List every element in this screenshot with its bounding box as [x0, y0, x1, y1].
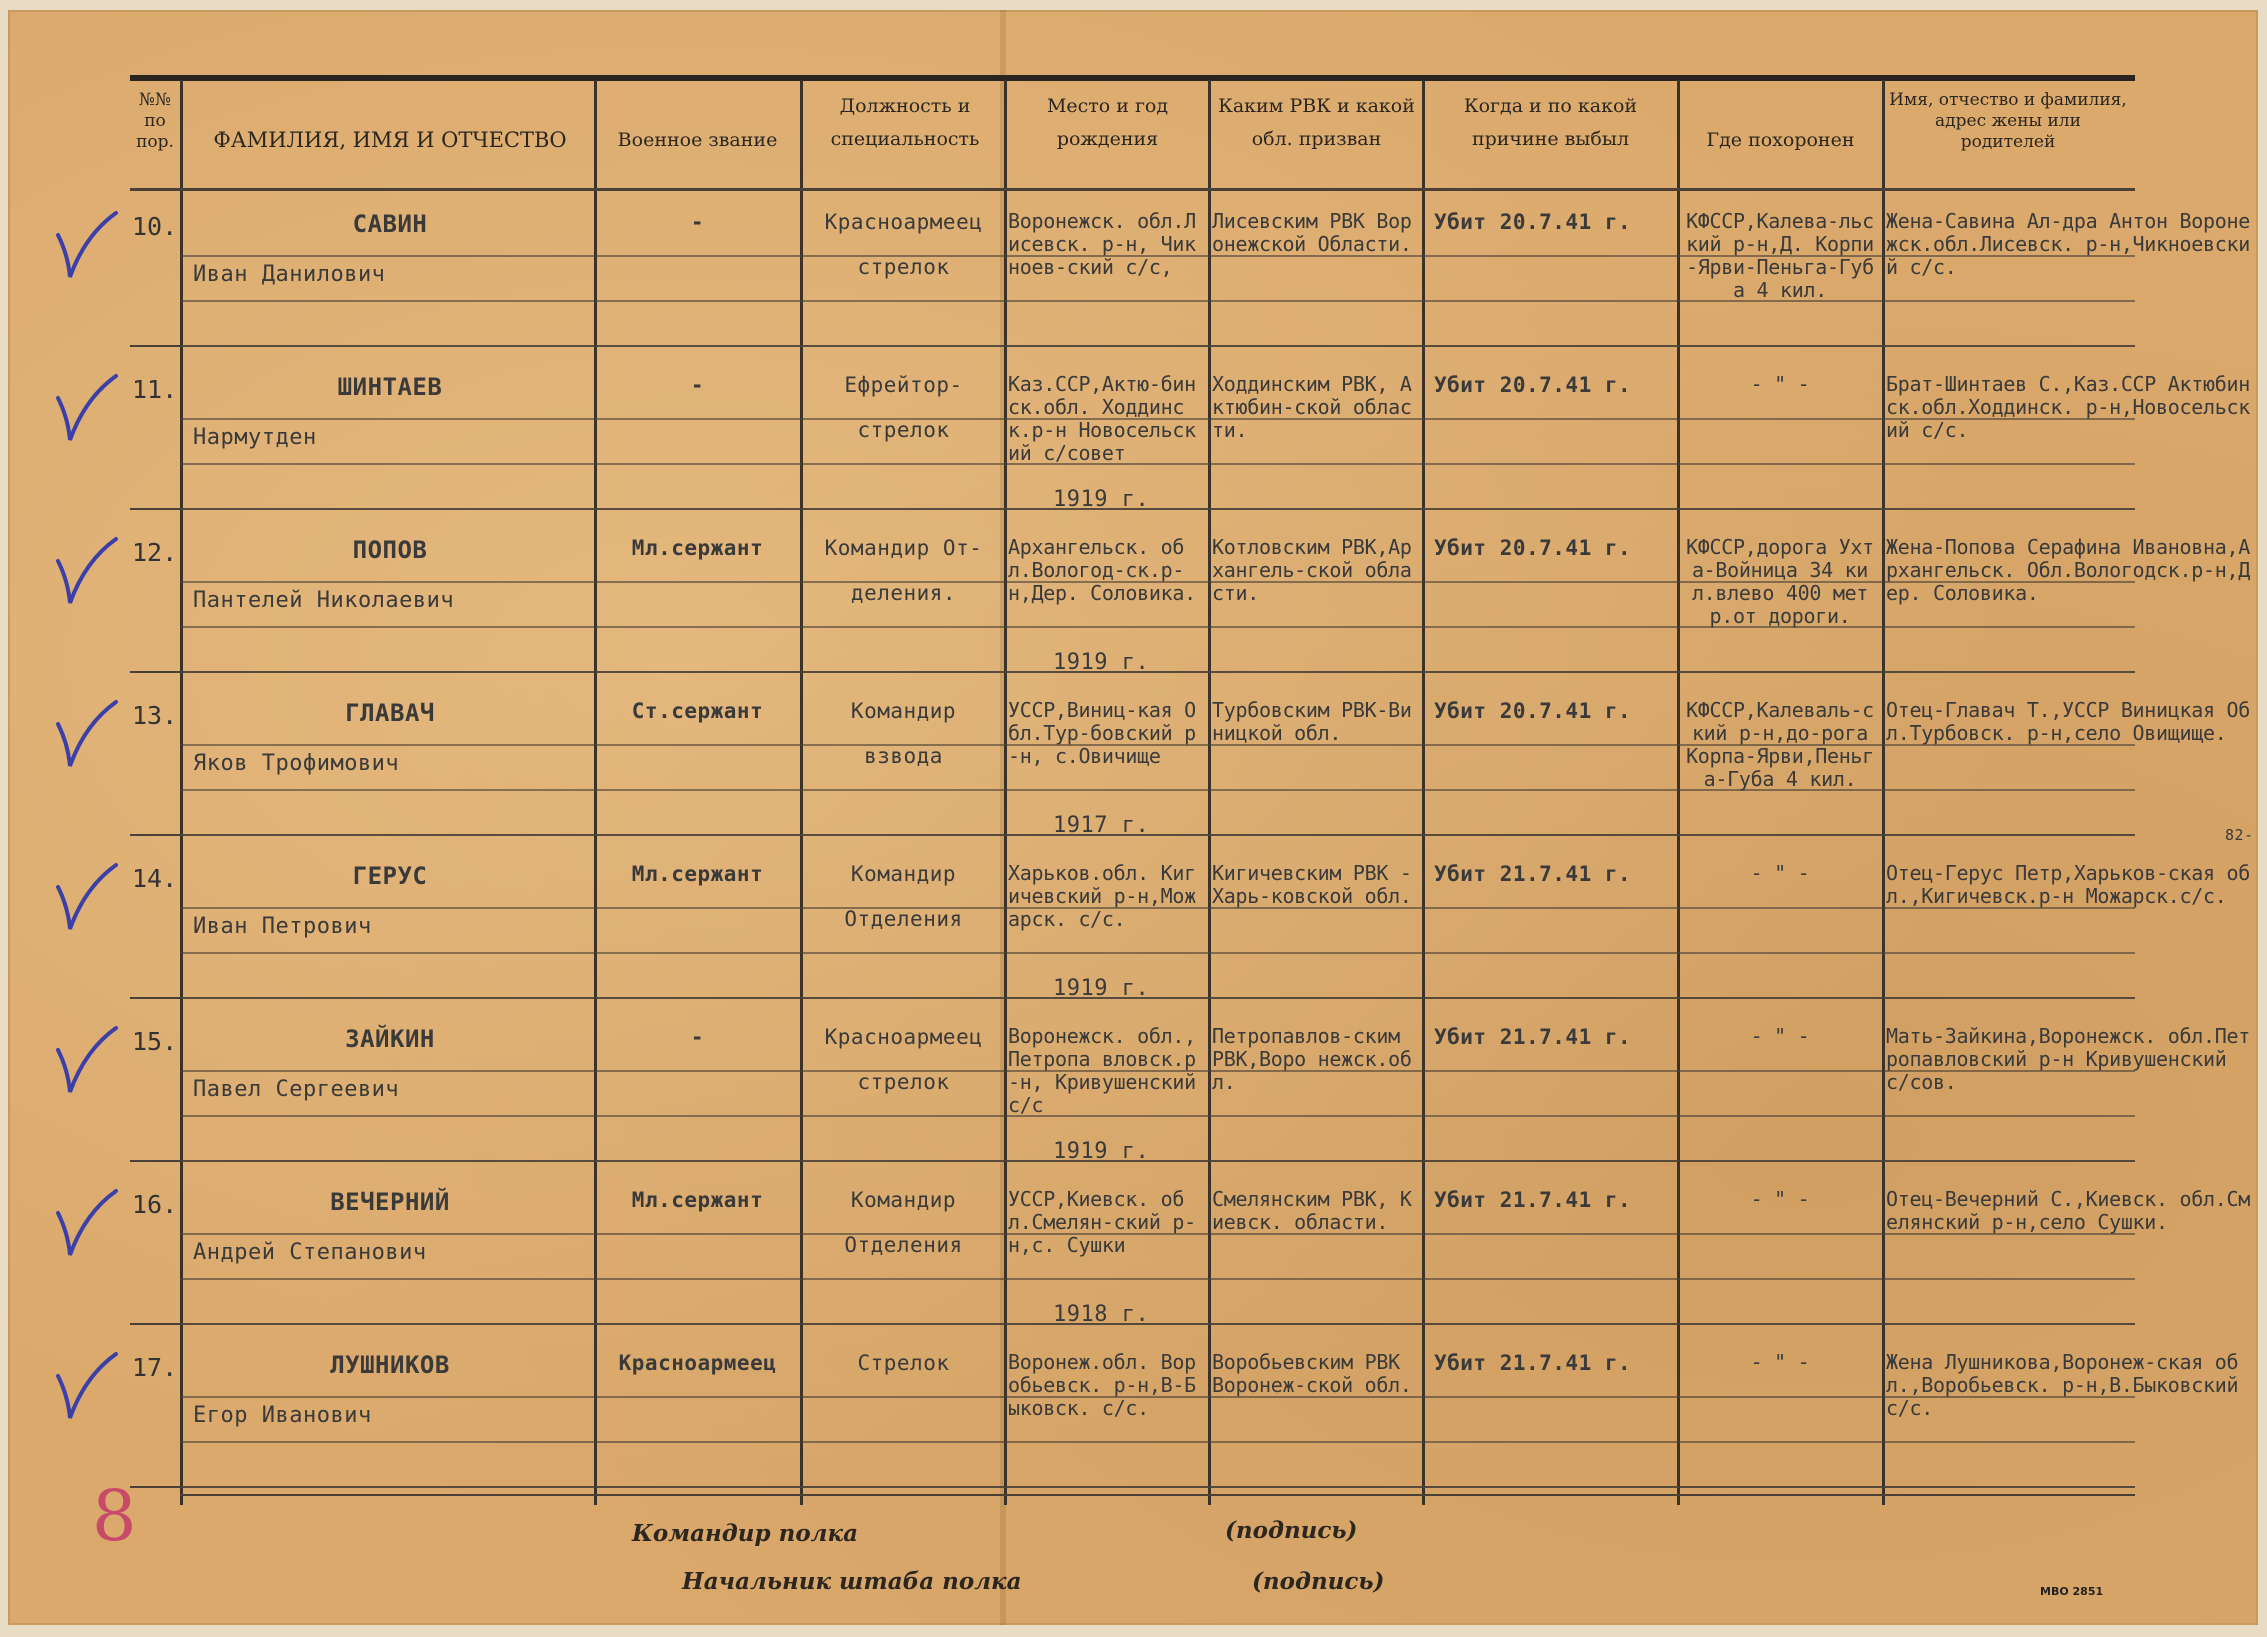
given-names: Иван Петрович — [193, 914, 372, 939]
col-rule — [1677, 80, 1680, 1505]
surname: САВИН — [352, 210, 428, 238]
surname: ЗАЙКИН — [345, 1025, 435, 1053]
position-line-1: Командир — [850, 862, 957, 886]
given-names: Иван Данилович — [193, 262, 386, 287]
burial-place: - " - — [1750, 372, 1810, 396]
row-number: 17. — [132, 1353, 178, 1382]
row-rule — [180, 1441, 2135, 1443]
row-rule — [130, 671, 180, 673]
given-names: Пантелей Николаевич — [193, 588, 455, 613]
rank: Мл.сержант — [631, 536, 764, 560]
row-rule — [130, 1160, 180, 1162]
position-line-1: Красноармеец — [824, 210, 983, 234]
burial-place: КФССР,Калеваль-ский р-н,до-рога Корпа-Ярви,Пеньга-Губа 4 кил. — [1686, 698, 1874, 791]
surname: ПОПОВ — [352, 536, 428, 564]
birth-year: 1918 г. — [1053, 1302, 1150, 1327]
fate: Убит 21.7.41 г. — [1434, 862, 1632, 886]
birth-year: 1919 г. — [1053, 1139, 1150, 1164]
row-rule — [180, 1323, 2135, 1325]
check-mark-icon — [50, 531, 120, 611]
rank: Мл.сержант — [631, 1188, 764, 1212]
fate: Убит 21.7.41 г. — [1434, 1188, 1632, 1212]
given-names: Егор Иванович — [193, 1403, 372, 1428]
row-number: 11. — [132, 375, 178, 404]
relatives: Жена-Попова Серафина Ивановна,Архангельск. Обл.Вологодск.р-н,Дер. Соловика. — [1886, 535, 2250, 605]
row-rule — [180, 1160, 2135, 1162]
fate: Убит 21.7.41 г. — [1434, 1351, 1632, 1375]
given-names: Павел Сергеевич — [193, 1077, 400, 1102]
draft-office: Воробьевским РВК Воронеж-ской обл. — [1212, 1350, 1412, 1397]
row-rule — [180, 997, 2135, 999]
header-rank: Военное звание — [617, 129, 778, 151]
header-buried: Где похоронен — [1706, 129, 1855, 151]
surname: ГЕРУС — [352, 862, 428, 890]
position-line-2: деления. — [850, 581, 957, 605]
position-line-1: Красноармеец — [824, 1025, 983, 1049]
col-rule — [800, 80, 803, 1505]
fate: Убит 20.7.41 г. — [1434, 373, 1632, 397]
col-rule — [1004, 80, 1007, 1505]
position-line-2: Отделения — [844, 907, 963, 931]
table-bottom-rule — [180, 1494, 2135, 1496]
position-line-1: Стрелок — [857, 1351, 950, 1375]
header-num: №№ по пор. — [136, 90, 174, 152]
col-rule — [180, 80, 183, 1505]
relatives: Мать-Зайкина,Воронежск. обл.Петропавловский р-н Кривушенский с/сов. — [1886, 1024, 2250, 1094]
given-names: Яков Трофимович — [193, 751, 400, 776]
draft-office: Смелянским РВК, Киевск. области. — [1212, 1187, 1412, 1234]
birth-year: 1917 г. — [1053, 813, 1150, 838]
draft-office: Кигичевским РВК - Харь-ковской обл. — [1212, 861, 1412, 908]
footer-sign-1: (подпись) — [1225, 1517, 1358, 1544]
check-mark-icon — [50, 1183, 120, 1263]
row-rule — [180, 345, 2135, 347]
check-mark-icon — [50, 1020, 120, 1100]
rank: Ст.сержант — [631, 699, 764, 723]
header-rvk: Каким РВК и какой обл. призван — [1218, 95, 1415, 150]
check-mark-icon — [50, 368, 120, 448]
row-rule — [130, 997, 180, 999]
position-line-2: Отделения — [844, 1233, 963, 1257]
row-rule — [130, 345, 180, 347]
row-rule — [180, 671, 2135, 673]
relatives: Жена Лушникова,Воронеж-ская обл.,Воробьевск. р-н,В.Быковский с/с. — [1886, 1350, 2239, 1420]
burial-place: КФССР,Калева-льский р-н,Д. Корпи-Ярви-Пеньга-Губа 4 кил. — [1686, 209, 1874, 302]
header-position: Должность и специальность — [830, 95, 980, 150]
relatives: Жена-Савина Ал-дра Антон Воронежск.обл.Лисевск. р-н,Чикноевский с/с. — [1886, 209, 2250, 279]
rank: Мл.сержант — [631, 862, 764, 886]
surname: ШИНТАЕВ — [337, 373, 443, 401]
surname: ГЛАВАЧ — [345, 699, 435, 727]
birthplace: Воронежск. обл.Лисевск. р-н, Чикноев-ский с/с, — [1008, 209, 1196, 279]
row-number: 10. — [132, 212, 178, 241]
draft-office: Ходдинским РВК, Актюбин-ской области. — [1212, 372, 1412, 442]
fate: Убит 20.7.41 г. — [1434, 210, 1632, 234]
row-number: 13. — [132, 701, 178, 730]
relatives: Отец-Вечерний С.,Киевск. обл.Смелянский р-н,село Сушки. — [1886, 1187, 2250, 1234]
header-fio: ФАМИЛИЯ, ИМЯ И ОТЧЕСТВО — [213, 128, 567, 152]
burial-place: - " - — [1750, 861, 1810, 885]
row-number: 16. — [132, 1190, 178, 1219]
row-number: 12. — [132, 538, 178, 567]
burial-place: - " - — [1750, 1024, 1810, 1048]
position-line-2: стрелок — [857, 255, 950, 279]
footer-commander: Командир полка — [632, 1520, 858, 1547]
row-rule — [130, 508, 180, 510]
birthplace: УССР,Виниц-кая Обл.Тур-бовский р-н, с.Овичище — [1008, 698, 1196, 768]
col-rule — [1882, 80, 1885, 1505]
rank: - — [690, 1025, 705, 1049]
birthplace: Каз.ССР,Актю-бинск.обл. Ходдинск.р-н Новосельский с/совет — [1008, 372, 1196, 465]
header-birth: Место и год рождения — [1046, 95, 1169, 150]
birth-year: 1919 г. — [1053, 976, 1150, 1001]
surname: ЛУШНИКОВ — [330, 1351, 450, 1379]
position-line-1: Командир — [850, 1188, 957, 1212]
position-line-2: стрелок — [857, 418, 950, 442]
birthplace: УССР,Киевск. обл.Смелян-ский р-н,с. Сушки — [1008, 1187, 1196, 1257]
row-rule — [130, 1323, 180, 1325]
header-when: Когда и по какой причине выбыл — [1463, 95, 1638, 150]
position-line-1: Командир От- — [824, 536, 983, 560]
fate: Убит 20.7.41 г. — [1434, 699, 1632, 723]
surname: ВЕЧЕРНИЙ — [330, 1188, 450, 1216]
birthplace: Воронежск. обл.,Петропа вловск.р-н, Кривушенский с/с — [1008, 1024, 1196, 1117]
col-rule — [1422, 80, 1425, 1505]
relatives: Отец-Главач Т.,УССР Виницкая Обл.Турбовск. р-н,село Овищище. — [1886, 698, 2250, 745]
draft-office: Турбовским РВК-Виницкой обл. — [1212, 698, 1412, 745]
header-relatives: Имя, отчество и фамилия, адрес жены или родителей — [1889, 90, 2127, 152]
row-rule — [180, 1486, 2135, 1488]
page-number: 82- — [2225, 826, 2254, 844]
margin-mark: 8 — [92, 1475, 138, 1557]
burial-place: - " - — [1750, 1350, 1810, 1374]
rank: Красноармеец — [618, 1351, 777, 1375]
row-rule — [130, 834, 180, 836]
row-rule — [180, 1278, 2135, 1280]
fate: Убит 21.7.41 г. — [1434, 1025, 1632, 1049]
rank: - — [690, 210, 705, 234]
fate: Убит 20.7.41 г. — [1434, 536, 1632, 560]
relatives: Отец-Герус Петр,Харьков-ская обл.,Кигичевск.р-н Можарск.с/с. — [1886, 861, 2250, 908]
position-line-2: взвода — [864, 744, 943, 768]
birth-year: 1919 г. — [1053, 487, 1150, 512]
footer-chief: Начальник штаба полка — [682, 1568, 1022, 1595]
relatives: Брат-Шинтаев С.,Каз.ССР Актюбинск.обл.Ходдинск. р-н,Новосельский с/с. — [1886, 372, 2250, 442]
form-stamp: МВО 2851 — [2040, 1585, 2104, 1598]
draft-office: Лисевским РВК Воронежской Области. — [1212, 209, 1412, 256]
position-line-1: Командир — [850, 699, 957, 723]
birthplace: Архангельск. обл.Вологод-ск.р-н,Дер. Соловика. — [1008, 535, 1196, 605]
draft-office: Котловским РВК,Архангель-ской области. — [1212, 535, 1412, 605]
check-mark-icon — [50, 857, 120, 937]
given-names: Нармутден — [193, 425, 317, 450]
birth-year: 1919 г. — [1053, 650, 1150, 675]
position-line-2: стрелок — [857, 1070, 950, 1094]
given-names: Андрей Степанович — [193, 1240, 427, 1265]
row-rule — [180, 834, 2135, 836]
position-line-1: Ефрейтор- — [844, 373, 963, 397]
rank: - — [690, 373, 705, 397]
draft-office: Петропавлов-ским РВК,Воро нежск.обл. — [1212, 1024, 1412, 1094]
col-rule — [594, 80, 597, 1505]
burial-place: КФССР,дорога Ухта-Войница 34 кил.влево 400 метр.от дороги. — [1686, 535, 1874, 628]
birthplace: Харьков.обл. Кигичевский р-н,Можарск. с/с. — [1008, 861, 1196, 931]
row-rule — [180, 508, 2135, 510]
check-mark-icon — [50, 205, 120, 285]
row-rule — [180, 952, 2135, 954]
check-mark-icon — [50, 1346, 120, 1426]
burial-place: - " - — [1750, 1187, 1810, 1211]
col-rule — [1208, 80, 1211, 1505]
row-number: 15. — [132, 1027, 178, 1056]
row-rule — [130, 1486, 180, 1488]
birthplace: Воронеж.обл. Воробьевск. р-н,В-Быковск. с/с. — [1008, 1350, 1196, 1420]
footer-sign-2: (подпись) — [1252, 1568, 1385, 1595]
check-mark-icon — [50, 694, 120, 774]
row-number: 14. — [132, 864, 178, 893]
table-top-rule — [130, 75, 2135, 81]
